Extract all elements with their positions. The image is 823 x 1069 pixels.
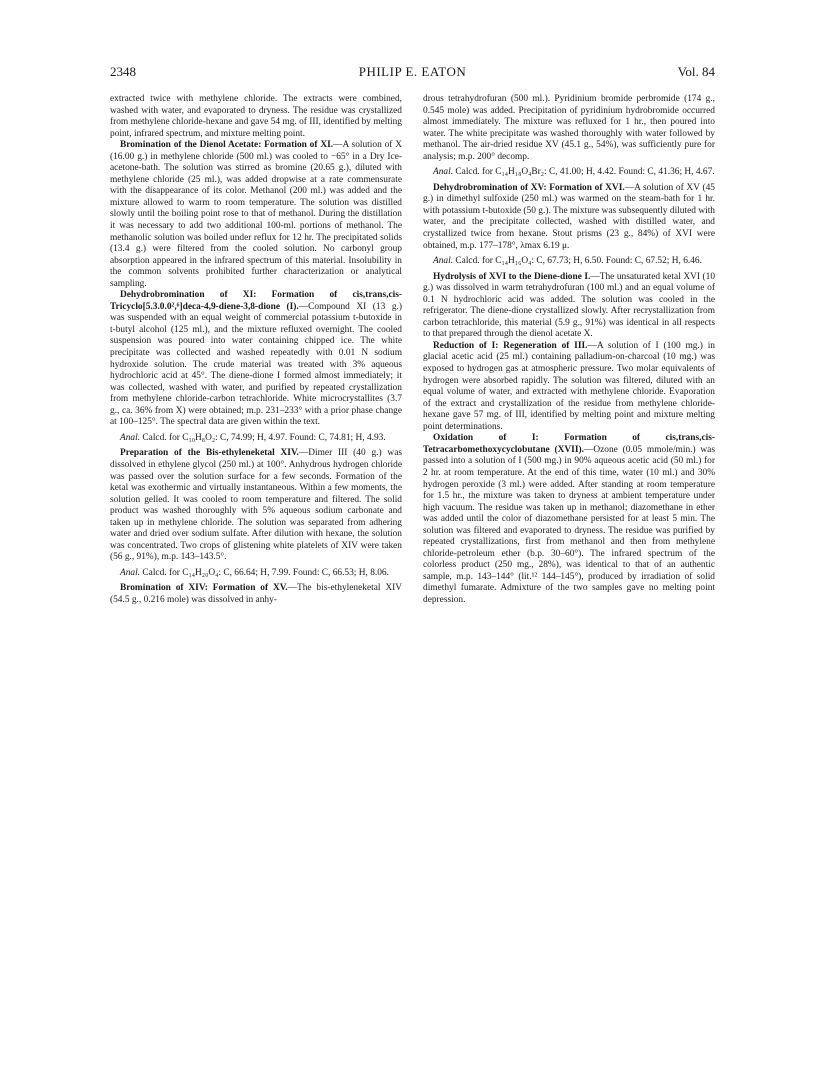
section-heading: Dehydrobromination of XI: Formation of cis,trans,cis-Tricyclo[5.3.0.0²,⁶]deca-4,9-diene-3,8-dione (I). <box>110 290 402 312</box>
paragraph-text: drous tetrahydrofuran (500 ml.). Pyridinium bromide perbromide (174 g., 0.545 mole) was added. Precipitation of pyridinium hydrobromide occurred almost immediately. The mixture was refluxed for 1 hr., then poured into water. The white precipitate was washed thoroughly with water followed by methanol. The air-dried residue XV (45.1 g., 54%), was sufficiently pure for analysis; m.p. 200° decomp. <box>423 94 715 162</box>
section-heading: Dehydrobromination of XV: Formation of XVI. <box>433 182 625 193</box>
paragraph-text: —Ozone (0.05 mmole/min.) was passed into a solution of I (500 mg.) in 90% aqueous acetic acid (50 ml.) for 2 hr. at room temperature. At the end of this time, water (10 ml.) and 30% hydrogen peroxide (3 ml.) were added. After standing at room temperature for 1.5 hr., the mixture was taken to dryness at ambient temperature under high vacuum. The residue was taken up in methanol; diazomethane in ether was added until the color of diazomethane persisted for at least 5 min. The solution was filtered and evaporated to dryness. The residue was purified by repeated crystallizations, first from methanol and then from methylene chloride-petroleum ether (b.p. 30–60°). The infrared spectrum of the colorless product (250 mg., 28%), was identical to that of an authentic sample, m.p. 143–144° (lit.¹² 144–145°), produced by irradiation of solid dimethyl fumarate. Admixture of the two samples gave no melting point depression. <box>423 444 715 605</box>
section-heading: Oxidation of I: Formation of cis,trans,cis-Tetracarbomethoxycyclobutane (XVII). <box>423 433 715 455</box>
analysis-label: Anal. <box>433 256 454 267</box>
analysis-line <box>110 568 402 580</box>
section-paragraph <box>423 183 715 252</box>
section-heading: Bromination of XIV: Formation of XV. <box>120 583 288 594</box>
analysis-label: Anal. <box>120 432 141 443</box>
analysis-label: Anal. <box>120 567 141 578</box>
section-paragraph <box>423 433 715 606</box>
section-heading: Reduction of I: Regeneration of III. <box>433 340 588 351</box>
paragraph <box>110 94 402 140</box>
analysis-values: Calcd. for C₁₄H₁₈O₄Br₂: C, 41.00; H, 4.42. Found: C, 41.36; H, 4.67. <box>453 167 715 178</box>
paragraph-text: —Compound XI (13 g.) was suspended with an equal weight of commercial potassium t-butoxide in t-butyl alcohol (125 ml.), and the mixture refluxed overnight. The cooled suspension was poured into water containing chipped ice. The white precipitate was collected and washed repeatedly with 0.01 N sodium hydroxide solution. The crude material was treated with 3% aqueous hydrochloric acid at 45°. The diene-dione I formed almost immediately; it was collected, washed with water, and purified by repeated crystallization from methylene chloride-carbon tetrachloride. White microcrystallites (3.7 g., ca. 36% from X) were obtained; m.p. 231–233° with a prior phase change at 100–125°. The spectral data are given within the text. <box>110 301 402 428</box>
section-heading: Preparation of the Bis-ethyleneketal XIV. <box>120 448 299 459</box>
left-column <box>110 94 402 607</box>
analysis-line <box>110 433 402 445</box>
analysis-line <box>423 256 715 268</box>
paragraph-text: —The bis-ethyleneketal XIV (54.5 g., 0.216 mole) was dissolved in anhy- <box>110 583 402 605</box>
paragraph-text: extracted twice with methylene chloride. The extracts were combined, washed with water, and evaporated to dryness. The residue was crystallized from methylene chloride-hexane and gave 54 mg. of III, identified by melting point, infrared spectrum, and mixture melting point. <box>110 94 402 139</box>
analysis-values: Calcd. for C₁₄H₁₆O₄: C, 67.73; H, 6.50. Found: C, 67.52; H, 6.46. <box>453 256 702 267</box>
section-paragraph <box>110 448 402 563</box>
analysis-values: Calcd. for C₁₄H₂₀O₄: C, 66.64; H, 7.99. Found: C, 66.53; H, 8.06. <box>140 567 389 578</box>
running-author: PHILIP E. EATON <box>358 64 467 79</box>
section-paragraph <box>423 341 715 433</box>
paragraph-text: —The unsaturated ketal XVI (10 g.) was dissolved in warm tetrahydrofuran (100 ml.) and an equal volume of 0.1 N hydrochloric acid was added. The solution was cooled in the refrigerator. The diene-dione crystallized slowly. After recrystallization from carbon tetrachloride, this material (5.9 g., 91%) was identical in all respects to that prepared through the dienol acetate X. <box>423 271 716 340</box>
page-header <box>110 64 715 84</box>
section-heading: Bromination of the Dienol Acetate: Formation of XI. <box>120 140 334 151</box>
paragraph-text: —A solution of I (100 mg.) in glacial acetic acid (25 ml.) containing palladium-on-charcoal (10 mg.) was exposed to hydrogen gas at atmospheric pressure. Two molar equivalents of hydrogen were absorbed rapidly. The solution was filtered, diluted with an equal volume of water, and extracted with methylene chloride. Evaporation of the extract and crystallization of the residue from methylene chloride-hexane gave 57 mg. of III, identified by melting point and mixture melting point determinations. <box>423 340 715 432</box>
paragraph <box>423 94 715 163</box>
analysis-line <box>423 167 715 179</box>
paragraph-text: —Dimer III (40 g.) was dissolved in ethylene glycol (250 ml.) at 100°. Anhydrous hydrogen chloride was passed over the solution surface for a few seconds. Formation of the ketal was exothermic and virtually instantaneous. Within a few moments, the solution gelled. It was cooled to room temperature and filtered. The solid product was washed thoroughly with 5% aqueous sodium carbonate and taken up in methylene chloride. The solution was separated from adhering water and dried over sodium sulfate. After dilution with hexane, the solution was concentrated. Two crops of glistening white platelets of XIV were taken (56 g., 91%), m.p. 143–143.5°. <box>110 448 402 563</box>
section-paragraph <box>110 583 402 606</box>
paragraph-text: —A solution of X (16.00 g.) in methylene chloride (500 ml.) was cooled to −65° in a Dry Ice-acetone-bath. The solution was stirred as bromine (20.65 g.), diluted with methylene chloride (25 ml.), was added dropwise at a rate commensurate with the disappearance of its color. Methanol (200 ml.) was added and the mixture allowed to warm to room temperature. The solution was distilled slowly until the boiling point rose to that of methanol. During the distillation it was necessary to add two additional 100-ml. portions of methanol. The methanolic solution was boiled under reflux for 12 hr. The precipitated solids (13.4 g.) were filtered from the cooled solution. No carbonyl group absorption appeared in the infrared spectrum of this material. Insolubility in the common solvents prohibited further characterization or analytical sampling. <box>110 140 402 289</box>
volume-label: Vol. 84 <box>677 64 715 79</box>
analysis-label: Anal. <box>433 167 454 178</box>
analysis-values: Calcd. for C₁₀H₈O₂: C, 74.99; H, 4.97. Found: C, 74.81; H, 4.93. <box>140 432 386 443</box>
section-paragraph <box>110 290 402 429</box>
section-paragraph <box>423 272 715 341</box>
right-column <box>423 94 715 607</box>
page-number: 2348 <box>110 64 136 79</box>
paragraph-text: —A solution of XV (45 g.) in dimethyl sulfoxide (250 ml.) was warmed on the steam-bath for 1 hr. with potassium t-butoxide (50 g.). The mixture was subsequently diluted with water, and the precipitate collected, washed with distilled water, and crystallized twice from hexane. Stout prisms (23 g., 84%) of XVI were obtained, m.p. 177–178°, λmax 6.19 μ. <box>423 182 715 251</box>
section-heading: Hydrolysis of XVI to the Diene-dione I. <box>433 271 591 282</box>
section-paragraph <box>110 140 402 290</box>
